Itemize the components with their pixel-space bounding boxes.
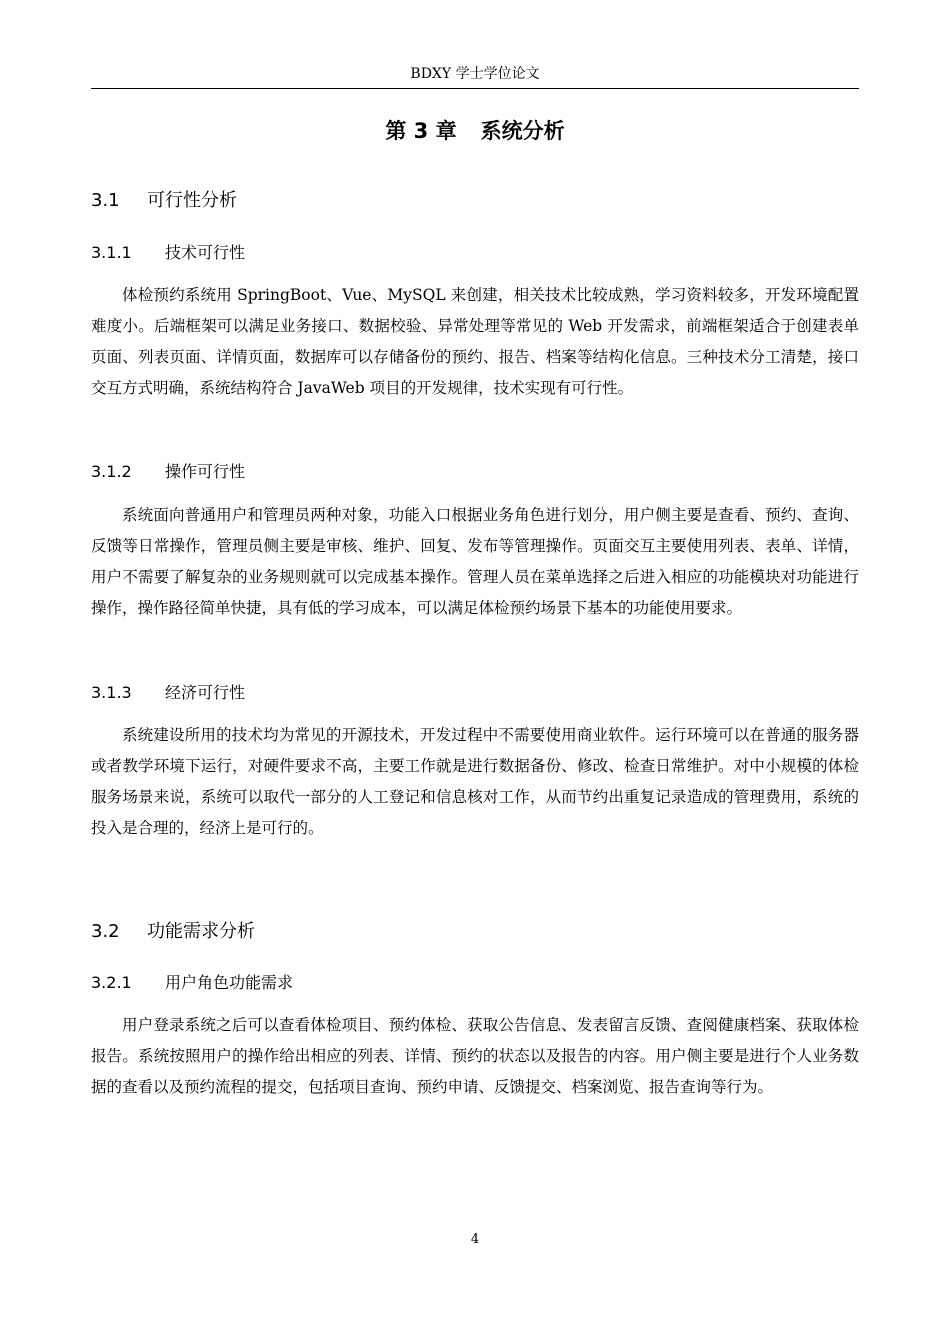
subsection-title: 技术可行性 [165,243,246,262]
subsection-heading-3-1-3 [91,681,245,705]
paragraph-user-role-requirements: 用户登录系统之后可以查看体检项目、预约体检、获取公告信息、发表留言反馈、查阅健康档案、获取体检报告。系统按照用户的操作给出相应的列表、详情、预约的状态以及报告的内容。用户侧主要是进行个人业务数据的查看以及预约流程的提交，包括项目查询、预约申请、反馈提交、档案浏览、报告查询等行为。 [91,1016,859,1096]
subsection-number: 3.1.2 [91,462,132,481]
subsection-heading-3-1-2 [91,460,245,484]
section-number: 3.1 [91,190,120,211]
paragraph-operational-feasibility: 系统面向普通用户和管理员两种对象，功能入口根据业务角色进行划分，用户侧主要是查看、预约、查询、反馈等日常操作，管理员侧主要是审核、维护、回复、发布等管理操作。页面交互主要使用列表、表单、详情，用户不需要了解复杂的业务规则就可以完成基本操作。管理人员在菜单选择之后进入相应的功能模块对功能进行操作，操作路径简单快捷，具有低的学习成本，可以满足体检预约场景下基本的功能使用要求。 [91,506,859,617]
section-number: 3.2 [91,921,120,942]
section-title: 功能需求分析 [147,921,255,942]
chapter-name: 系统分析 [480,119,565,143]
subsection-title: 用户角色功能需求 [165,973,294,992]
subsection-heading-3-1-1 [91,241,245,265]
subsection-title: 操作可行性 [165,462,246,481]
header-rule [91,88,859,89]
section-heading-3-1 [91,188,237,214]
running-header: BDXY 学士学位论文 [410,66,540,82]
subsection-title: 经济可行性 [165,683,246,702]
paragraph-economic-feasibility: 系统建设所用的技术均为常见的开源技术，开发过程中不需要使用商业软件。运行环境可以在普通的服务器或者教学环境下运行，对硬件要求不高，主要工作就是进行数据备份、修改、检查日常维护。对中小规模的体检服务场景来说，系统可以取代一部分的人工登记和信息核对工作，从而节约出重复记录造成的管理费用，系统的投入是合理的，经济上是可行的。 [91,726,859,837]
subsection-number: 3.1.3 [91,683,132,702]
section-heading-3-2 [91,919,255,945]
chapter-title [91,116,859,146]
page-number: 4 [470,1232,480,1247]
chapter-number: 第 3 章 [385,119,457,143]
subsection-number: 3.2.1 [91,973,132,992]
paragraph-technical-feasibility: 体检预约系统用 SpringBoot、Vue、MySQL 来创建，相关技术比较成熟，学习资料较多，开发环境配置难度小。后端框架可以满足业务接口、数据校验、异常处理等常见的 Web 开发需求，前端框架适合于创建表单页面、列表页面、详情页面，数据库可以存储备份的预约、报告、档案等结构化信息。三种技术分工清楚，接口交互方式明确，系统结构符合 JavaWeb 项目的开发规律，技术实现有可行性。 [91,286,859,397]
subsection-number: 3.1.1 [91,243,132,262]
section-title: 可行性分析 [147,190,237,211]
subsection-heading-3-2-1 [91,971,293,995]
